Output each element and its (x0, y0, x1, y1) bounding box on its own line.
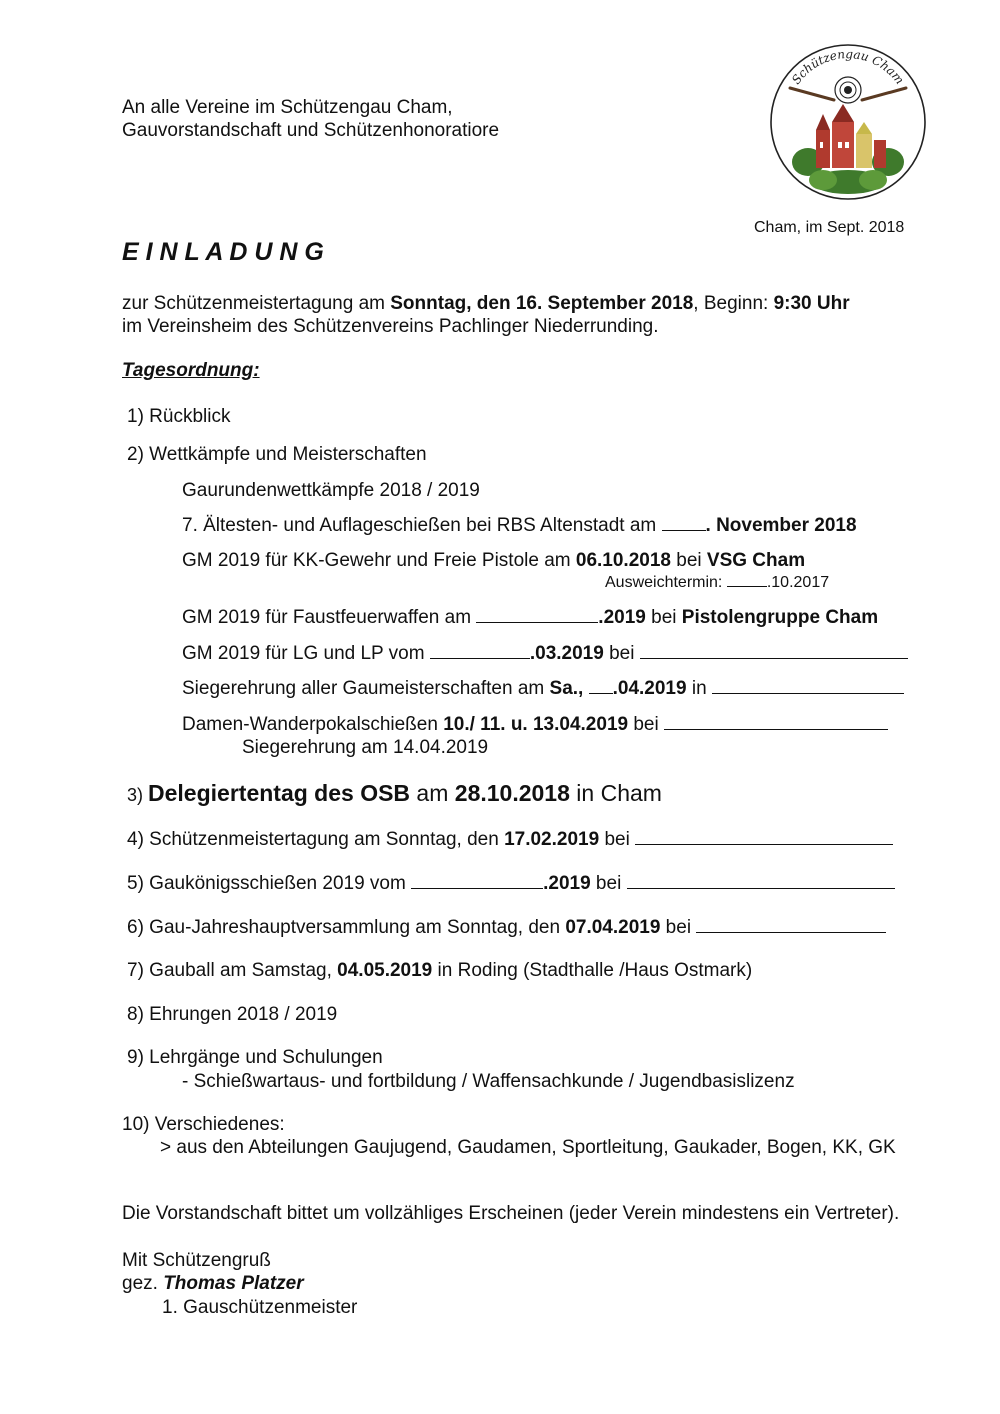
agenda-item-1: 1) Rückblick (127, 406, 231, 427)
page-title: E I N L A D U N G (122, 238, 324, 266)
agenda-item-8: 8) Ehrungen 2018 / 2019 (127, 1004, 338, 1025)
agenda-item-2f: Siegerehrung aller Gaumeisterschaften am Sa., .04.2019 in (182, 677, 904, 700)
agenda-item-2g-sub: Siegerehrung am 14.04.2019 (242, 737, 489, 758)
signer-role: 1. Gauschützenmeister (162, 1297, 358, 1318)
intro-line-1: zur Schützenmeistertagung am Sonntag, den 16. September 2018, Beginn: 9:30 Uhr (122, 293, 850, 314)
date-place: Cham, im Sept. 2018 (754, 219, 905, 236)
agenda-item-6: 6) Gau-Jahreshauptversammlung am Sonntag, den 07.04.2019 bei (127, 916, 886, 939)
blank-line (627, 872, 895, 889)
agenda-heading: Tagesordnung: (122, 360, 260, 381)
target-icon (835, 77, 861, 103)
agenda-item-2c-alternate: Ausweichtermin: .10.2017 (605, 574, 830, 591)
agenda-item-4: 4) Schützenmeistertagung am Sonntag, den 17.02.2019 bei (127, 828, 893, 851)
agenda-item-7: 7) Gauball am Samstag, 04.05.2019 in Roding (Stadthalle /Haus Ostmark) (127, 960, 753, 981)
blank-line (727, 573, 767, 587)
blank-line (664, 713, 888, 730)
agenda-item-2a: Gaurundenwettkämpfe 2018 / 2019 (182, 480, 480, 501)
agenda-item-9-sub: - Schießwartaus- und fortbildung / Waffensachkunde / Jugendbasislizenz (182, 1071, 795, 1092)
addressee-line-1: An alle Vereine im Schützengau Cham, (122, 97, 453, 118)
agenda-item-2g: Damen-Wanderpokalschießen 10./ 11. u. 13.04.2019 bei (182, 713, 888, 736)
agenda-item-3: 3) Delegiertentag des OSB am 28.10.2018 in Cham (127, 780, 662, 806)
agenda-item-10-sub: > aus den Abteilungen Gaujugend, Gaudamen, Sportleitung, Gaukader, Bogen, KK, GK (160, 1137, 896, 1158)
schuetzengau-logo (768, 42, 928, 202)
agenda-item-2: 2) Wettkämpfe und Meisterschaften (127, 444, 427, 465)
addressee-line-2: Gauvorstandschaft und Schützenhonoratiore (122, 120, 500, 141)
agenda-item-10: 10) Verschiedenes: (122, 1114, 285, 1135)
signer-name: Thomas Platzer (163, 1273, 304, 1294)
blank-line (476, 606, 598, 623)
blank-line (589, 677, 613, 694)
blank-line (411, 872, 543, 889)
blank-line (430, 642, 530, 659)
agenda-item-2d: GM 2019 für Faustfeuerwaffen am .2019 bei Pistolengruppe Cham (182, 607, 879, 628)
agenda-item-2e: GM 2019 für LG und LP vom .03.2019 bei (182, 642, 908, 665)
blank-line (640, 642, 908, 659)
blank-line (696, 916, 886, 933)
signature-line: gez. Thomas Platzer (122, 1273, 304, 1294)
agenda-item-2c: GM 2019 für KK-Gewehr und Freie Pistole am 06.10.2018 bei VSG Cham (182, 550, 806, 571)
agenda-item-9: 9) Lehrgänge und Schulungen (127, 1047, 383, 1068)
greeting: Mit Schützengruß (122, 1250, 271, 1271)
intro-line-2: im Vereinsheim des Schützenvereins Pachlinger Niederrunding. (122, 316, 659, 337)
blank-line (635, 828, 893, 845)
agenda-item-5: 5) Gaukönigsschießen 2019 vom .2019 bei (127, 872, 895, 895)
blank-line (662, 514, 706, 531)
attendance-request: Die Vorstandschaft bittet um vollzähliges Erscheinen (jeder Verein mindestens ein Vertreter). (122, 1203, 900, 1224)
blank-line (712, 677, 904, 694)
logo-text: Schützengau Cham (789, 47, 907, 87)
agenda-item-2b: 7. Ältesten- und Auflageschießen bei RBS Altenstadt am . November 2018 (182, 515, 857, 536)
